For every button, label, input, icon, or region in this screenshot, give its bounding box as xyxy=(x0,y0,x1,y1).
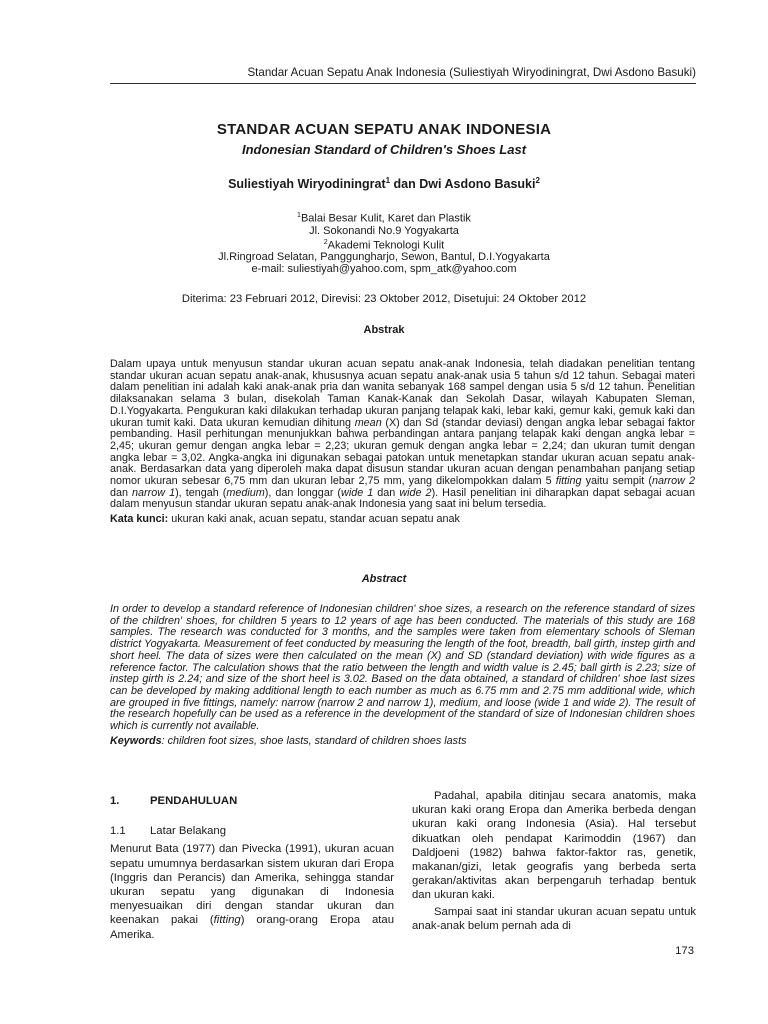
authors xyxy=(0,176,768,191)
email-line: e-mail: suliestiyah@yahoo.com, spm_atk@yahoo.com xyxy=(251,263,517,276)
abstrak-text: yaitu sempit ( xyxy=(581,475,652,488)
right-paragraph-2: Sampai saat ini standar ukuran acuan sepatu untuk anak-anak belum pernah ada di xyxy=(412,905,696,932)
abstrak-body xyxy=(110,359,695,526)
abstrak-fitting: fitting xyxy=(555,475,582,488)
abstrak-wide2: wide 2 xyxy=(399,486,432,499)
affiliation-2 xyxy=(0,237,768,252)
abstrak-text: ), tengah ( xyxy=(175,486,227,499)
abstrak-text: ), dan longgar ( xyxy=(264,486,342,499)
subsection-number: 1.1 xyxy=(110,825,126,838)
affil-2-name: Akademi Teknologi Kulit xyxy=(327,239,445,252)
affil-1-name: Balai Besar Kulit, Karet dan Plastik xyxy=(300,212,471,225)
abstrak-text: (X) dan Sd (standar deviasi) dengan angka lebar sebagai faktor pembanding. Hasil perhitungan menunjukkan bahwa perbandingan antara panjang telapak kaki dengan angka lebar = 2,45; ukuran gemur dengan angka lebar = 2,23; ukuran gemuk dengan angka lebar = 2,24; dan ukuran tumit dengan angka lebar = 3,02. Angka-angka ini digunakan sebagai patokan untuk menetapkan standar ukuran acuan sepatu anak-anak. Berdasarkan data yang diperoleh maka dapat disusun standar ukuran acuan dengan penambahan panjang setiap nomor ukuran sebesar 6,75 mm dan ukuran lebar 2,75 mm, yang dikelompokkan dalam 5 xyxy=(110,416,696,488)
left-paragraph xyxy=(110,842,394,941)
abstrak-medium: medium xyxy=(226,486,265,499)
left-text: ) orang-orang Eropa atau Amerika. xyxy=(110,914,394,941)
abstract-body xyxy=(110,604,695,747)
abstrak-narrow2: narrow 2 xyxy=(651,475,696,488)
abstrak-text: Dalam upaya untuk menyusun standar ukuran acuan sepatu anak-anak Indonesia, telah diadakan penelitian tentang standar ukuran acuan sepatu anak-anak, khususnya acuan sepatu anak-anak usia 5 tahun s/d 12 tahun. Sebagai materi dalam penelitian ini adalah kaki anak-anak pria dan wanita sebanyak 168 sampel dengan usia 5 s/d 12 tahun. Penelitian dilaksanakan selama 3 bulan, disekolah Taman Kanak-Kanak dan Sekolah Dasar, wilayah Kabupaten Sleman, D.I.Yogyakarta. Pengukuran kaki dilakukan terhadap ukuran panjang telapak kaki, lebar kaki, gemur kaki, gemuk kaki dan ukuran tumit kaki. Data ukuran kemudian dihitung xyxy=(110,358,695,429)
keywords-label: Keywords xyxy=(110,734,162,747)
author-conj: dan Dwi Asdono Basuki xyxy=(390,177,536,192)
abstract-heading: Abstract xyxy=(361,573,407,585)
running-head: Standar Acuan Sepatu Anak Indonesia (Suliestiyah Wiryodiningrat, Dwi Asdono Basuki) xyxy=(110,66,696,84)
author-1: Suliestiyah Wiryodiningrat xyxy=(228,177,386,192)
left-fitting: fitting xyxy=(213,914,241,927)
author-2-sup: 2 xyxy=(535,176,540,185)
affil-2-addr: Jl.Ringroad Selatan, Panggungharjo, Sewon, Bantul, D.I.Yogyakarta xyxy=(218,251,550,264)
kata-kunci-label: Kata kunci: xyxy=(110,513,169,526)
affil-2-sup: 2 xyxy=(323,238,328,246)
kata-kunci-text: ukuran kaki anak, acuan sepatu, standar acuan sepatu anak xyxy=(168,513,460,526)
right-column xyxy=(412,789,696,933)
subsection-title: Latar Belakang xyxy=(150,825,226,838)
affil-1-sup: 1 xyxy=(297,212,301,219)
author-1-sup: 1 xyxy=(385,176,391,185)
page-number: 173 xyxy=(675,945,694,957)
submission-dates: Diterima: 23 Februari 2012, Direvisi: 23 Oktober 2012, Disetujui: 24 Oktober 2012 xyxy=(181,293,587,305)
abstrak-mean: mean xyxy=(354,416,382,429)
abstract-paragraph: In order to develop a standard reference of Indonesian children' shoe sizes, a research on the reference standard of sizes of the children' shoes, for children 5 years to 12 years of age has been conducted. The materials of this study are 168 samples. The research was conducted for 3 months, and the samples were taken from elementary schools of Sleman district Yogyakarta. Measurement of feet conducted by measuring the length of the foot, breadth, ball girth, instep girth and short heel. The data of sizes were then calculated on the mean (X) and SD (standard deviation) with wide figures as a reference factor. The calculation shows that the ratio between the length and width value is 2.45; ball girth is 2.23; size of instep girth is 2.24; and size of the short heel is 3.02. Based on the data obtained, a standard of children' shoe last sizes can be developed by making additional length to each number as much as 6.75 mm and 2.75 mm additional wide, which are grouped in five fittings, namely: narrow (narrow 2 and narrow 1), medium, and loose (wide 1 and wide 2). The result of the research hopefully can be used as a reference in the development of the standard of size of Indonesian children shoes which is currently not available. xyxy=(110,603,695,733)
keywords-text: : children foot sizes, shoe lasts, standard of children shoes lasts xyxy=(161,734,467,747)
keywords xyxy=(110,736,695,748)
abstrak-heading: Abstrak xyxy=(363,324,405,336)
right-paragraph-1: Padahal, apabila ditinjau secara anatomis, maka ukuran kaki orang Eropa dan Amerika berbeda dengan ukuran kaki orang Indonesia (Asia). Hal tersebut dikuatkan oleh pendapat Karimoddin (1967) dan Daldjoeni (1982) bahwa faktor-faktor ras, genetik, makanan/gizi, letak geografis yang berbeda serta gerakan/aktivitas akan berpengaruh terhadap bentuk dan ukuran kaki. xyxy=(412,790,696,902)
section-number: 1. xyxy=(110,795,120,807)
kata-kunci xyxy=(110,514,695,526)
paper-title: STANDAR ACUAN SEPATU ANAK INDONESIA xyxy=(216,121,552,138)
section-heading xyxy=(110,794,394,808)
abstrak-text: ). Hasil penelitian ini diharapkan dapat sebagai acuan dalam menyusun standar ukuran sepatu anak-anak Indonesia yang saat ini belum tersedia. xyxy=(110,486,695,511)
subsection-heading xyxy=(110,824,394,838)
abstrak-wide1: wide 1 xyxy=(341,486,374,499)
paper-subtitle: Indonesian Standard of Children's Shoes Last xyxy=(241,142,527,157)
left-column xyxy=(110,794,394,942)
affiliation-1 xyxy=(0,210,768,225)
affil-1-addr: Jl. Sokonandi No.9 Yogyakarta xyxy=(309,224,459,237)
abstrak-narrow1: narrow 1 xyxy=(132,486,176,499)
abstrak-text: dan xyxy=(110,486,133,499)
abstrak-text: dan xyxy=(373,486,400,499)
section-title: PENDAHULUAN xyxy=(150,795,238,807)
abstrak-paragraph xyxy=(110,359,695,511)
left-text: Menurut Bata (1977) dan Pivecka (1991), ukuran acuan sepatu umumnya berdasarkan sistem ukuran dari Eropa (Inggris dan Perancis) dan Amerika, sehingga standar ukuran sepatu yang digunakan di Indonesia menyesuaikan diri dengan standar ukuran dan keenakan pakai ( xyxy=(110,843,394,927)
affiliations xyxy=(0,210,768,275)
